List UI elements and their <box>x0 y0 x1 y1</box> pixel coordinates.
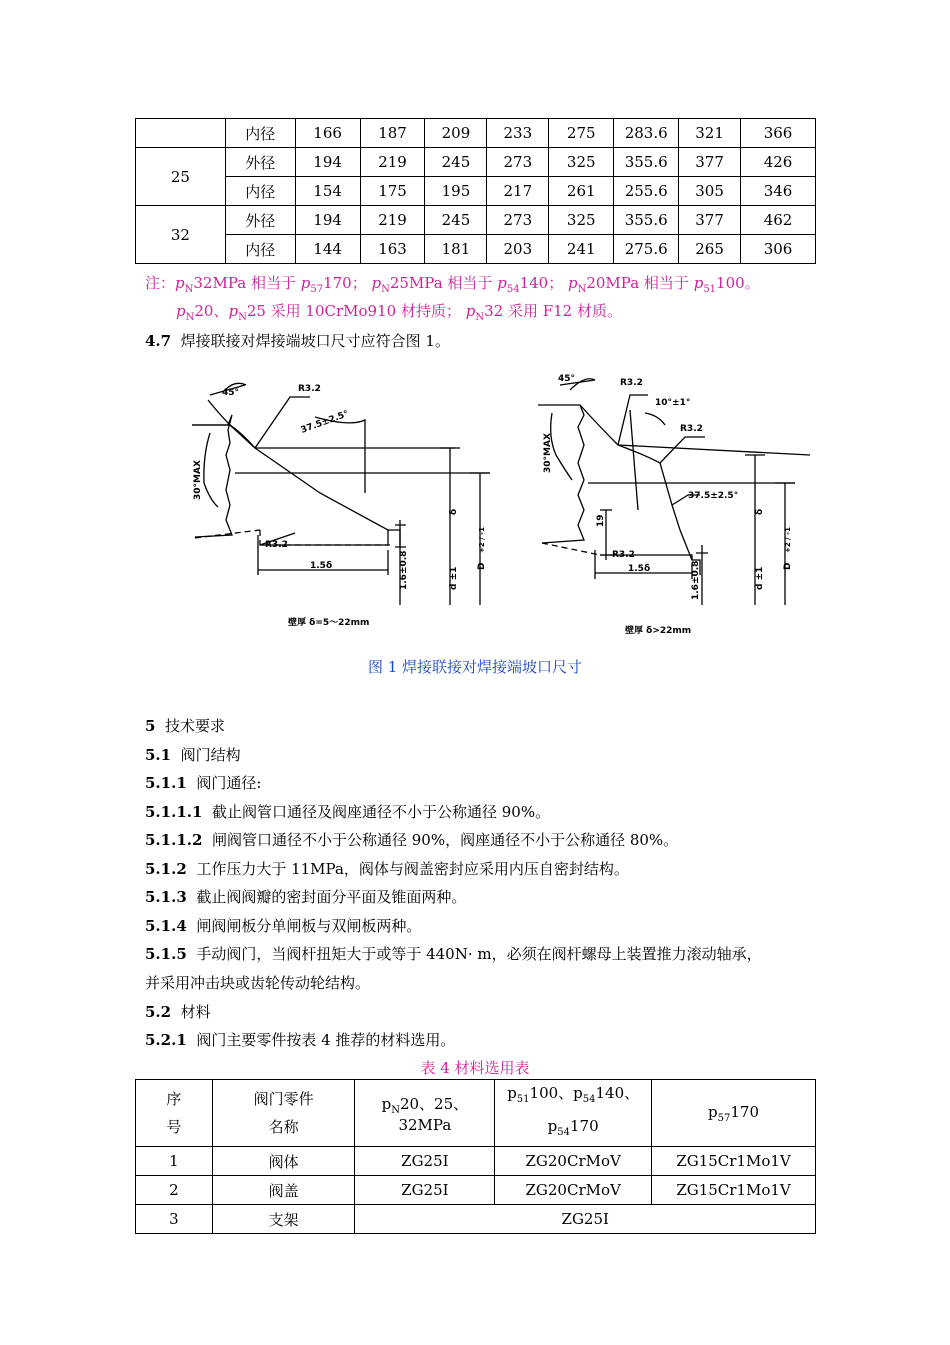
right-max-label: 30°MAX <box>543 433 553 473</box>
row-part: 阀盖 <box>212 1176 355 1205</box>
row-no: 3 <box>136 1205 213 1234</box>
section-number: 5.1 <box>145 746 172 764</box>
value-cell: 194 <box>295 206 360 235</box>
note-text: 32MPa 相当于 <box>193 274 301 292</box>
header-c1 <box>355 1080 495 1147</box>
value-cell: 245 <box>425 148 487 177</box>
p-symbol: p <box>693 274 704 292</box>
left-Dtol-label: +2 / -1 <box>478 527 486 553</box>
section-5-1-2 <box>145 858 629 879</box>
value-cell: 255.6 <box>614 177 679 206</box>
p-symbol: p <box>497 274 507 292</box>
header-text: 序 <box>166 1090 182 1108</box>
row-c2: ZG20CrMoV <box>495 1176 652 1205</box>
left-45-label: 45° <box>222 388 240 398</box>
value-cell: 245 <box>425 206 487 235</box>
note-text: 20MPa 相当于 <box>586 274 694 292</box>
value-cell: 377 <box>679 148 741 177</box>
figure-caption: 图 1 焊接联接对焊接端坡口尺寸 <box>367 658 583 676</box>
right-angle-label: 37.5±2.5° <box>688 491 739 501</box>
right-h-label: 1.6±0.8 <box>691 560 701 600</box>
p-sub: N <box>185 312 195 323</box>
left-thickness-dims <box>440 448 490 605</box>
table-row <box>136 206 816 235</box>
right-r32b-label: R3.2 <box>612 550 635 560</box>
section-5-1-1 <box>145 772 261 793</box>
right-d-label: d ±1 <box>755 566 765 590</box>
section-5-1-5 <box>145 943 762 964</box>
value-cell: 233 <box>487 119 549 148</box>
value-cell: 325 <box>549 148 614 177</box>
right-19-label: 19 <box>596 514 606 527</box>
header-c3 <box>652 1080 816 1147</box>
value-cell: 194 <box>295 148 360 177</box>
header-text: 100、p <box>529 1084 583 1102</box>
left-w-label: 1.5δ <box>310 561 333 571</box>
right-r32-label: R3.2 <box>620 378 643 388</box>
p-symbol: p <box>228 302 239 320</box>
left-r32b-label: R3.2 <box>265 540 288 550</box>
value-cell: 154 <box>295 177 360 206</box>
p-sub: N <box>391 1104 400 1116</box>
left-D-label: D <box>477 562 487 570</box>
section-5-1-1-1 <box>145 801 550 822</box>
header-text: 170 <box>730 1102 760 1121</box>
left-d-label: d ±1 <box>449 566 459 590</box>
section-number: 5.1.4 <box>145 917 187 935</box>
table-row <box>136 119 816 148</box>
right-w-label: 1.5δ <box>628 564 651 574</box>
value-cell: 166 <box>295 119 360 148</box>
row-c3: ZG15Cr1Mo1V <box>652 1176 816 1205</box>
note-prefix: 注： <box>145 274 176 292</box>
p-sub: 54 <box>506 284 520 295</box>
section-text: 截止阀阀瓣的密封面分平面及锥面两种。 <box>196 888 467 906</box>
row-no: 1 <box>136 1147 213 1176</box>
right-45-label: 45° <box>558 374 576 384</box>
p-sub: N <box>238 312 247 323</box>
left-angle-label: 37.5±2.5° <box>299 409 351 436</box>
section-text: 材料 <box>180 1003 211 1021</box>
value-cell: 203 <box>487 235 549 264</box>
row-c2: ZG20CrMoV <box>495 1147 652 1176</box>
section-number: 5.1.2 <box>145 860 187 878</box>
p-sub: 51 <box>516 1094 530 1105</box>
value-cell: 181 <box>425 235 487 264</box>
value-cell: 219 <box>360 206 425 235</box>
value-cell: 144 <box>295 235 360 264</box>
row-c1: ZG25Ⅰ <box>355 1147 495 1176</box>
table-header-row <box>136 1080 816 1147</box>
bevel-figure <box>140 355 820 650</box>
value-cell: 265 <box>679 235 741 264</box>
p-symbol: p <box>175 274 185 292</box>
p-symbol: p <box>507 1084 517 1102</box>
kind-cell: 外径 <box>225 148 295 177</box>
section-text: 阀门通径: <box>196 774 262 792</box>
value-cell: 462 <box>741 206 816 235</box>
pipe-diameter-table <box>135 118 816 264</box>
section-text: 阀门结构 <box>180 746 241 764</box>
section-number: 5.1.3 <box>145 888 187 906</box>
section-5-2 <box>145 1001 211 1022</box>
row-c3: ZG15Cr1Mo1V <box>652 1147 816 1176</box>
left-h-label: 1.6±0.8 <box>399 550 409 590</box>
value-cell: 283.6 <box>614 119 679 148</box>
value-cell: 273 <box>487 148 549 177</box>
right-10deg-label: 10°±1° <box>655 398 691 408</box>
right-radius-leader <box>618 395 648 445</box>
left-delta-label: δ <box>449 508 459 515</box>
p-sub: 57 <box>310 284 324 295</box>
value-cell: 241 <box>549 235 614 264</box>
p-symbol: p <box>381 1094 392 1113</box>
section-number: 5 <box>145 717 156 735</box>
p-symbol: p <box>176 302 186 320</box>
value-cell: 273 <box>487 206 549 235</box>
note-line-2 <box>176 300 622 323</box>
header-part <box>212 1080 355 1147</box>
note-text: 25 采用 10CrMo910 材持质； <box>246 302 461 320</box>
kind-cell: 内径 <box>225 235 295 264</box>
header-no <box>136 1080 213 1147</box>
section-text: 手动阀门，当阀杆扭矩大于或等于 440N· m，必须在阀杆螺母上装置推力滚动轴承， <box>196 945 762 963</box>
section-text: 截止阀管口通径及阀座通径不小于公称通径 90%。 <box>211 803 551 821</box>
right-10deg-lines <box>630 410 665 510</box>
row-no: 2 <box>136 1176 213 1205</box>
p-sub: 54 <box>582 1094 596 1105</box>
section-text: 闸阀闸板分单闸板与双闸板两种。 <box>196 917 422 935</box>
value-cell: 426 <box>741 148 816 177</box>
p-symbol: p <box>708 1102 718 1121</box>
note-text: 140； <box>519 274 564 292</box>
right-r3-leader <box>660 437 705 463</box>
table-row <box>136 1205 816 1234</box>
group-cell: 32 <box>136 206 226 264</box>
section-number: 5.1.1.2 <box>145 831 203 849</box>
right-wall-label: 壁厚 δ>22mm <box>625 626 692 636</box>
section-5 <box>145 715 225 736</box>
p-symbol: p <box>567 274 578 292</box>
left-r32-label: R3.2 <box>298 384 321 394</box>
left-wall-label: 壁厚 δ=5～22mm <box>288 618 370 628</box>
section-5-1 <box>145 744 241 765</box>
section-number: 5.1.5 <box>145 945 187 963</box>
kind-cell: 内径 <box>225 177 295 206</box>
right-Dtol-label: +2 / -1 <box>784 527 792 553</box>
value-cell: 346 <box>741 177 816 206</box>
section-text: 技术要求 <box>164 717 225 735</box>
right-D-label: D <box>783 562 793 570</box>
value-cell: 355.6 <box>614 206 679 235</box>
p-sub: 57 <box>717 1112 731 1124</box>
value-cell: 209 <box>425 119 487 148</box>
value-cell: 195 <box>425 177 487 206</box>
header-text: 20、25、32MPa <box>398 1094 469 1134</box>
section-text: 闸阀管口通径不小于公称通径 90%，阀座通径不小于公称通径 80%。 <box>211 831 679 849</box>
group-cell: 25 <box>136 148 226 206</box>
value-cell: 366 <box>741 119 816 148</box>
value-cell: 321 <box>679 119 741 148</box>
left-radius-leader <box>255 397 310 448</box>
value-cell: 306 <box>741 235 816 264</box>
section-5-1-3 <box>145 886 466 907</box>
value-cell: 163 <box>360 235 425 264</box>
material-table <box>135 1079 816 1234</box>
kind-cell: 外径 <box>225 206 295 235</box>
section-number: 5.2 <box>145 1003 172 1021</box>
value-cell: 377 <box>679 206 741 235</box>
p-symbol: p <box>300 274 311 292</box>
section-5-1-4 <box>145 915 421 936</box>
header-text: 阀门零件 <box>253 1090 314 1108</box>
row-merged: ZG25Ⅰ <box>355 1205 816 1234</box>
row-part: 阀体 <box>212 1147 355 1176</box>
p-sub: N <box>475 312 485 323</box>
left-max-label: 30°MAX <box>193 460 203 500</box>
group-cell <box>136 119 226 148</box>
p-sub: 51 <box>703 284 717 295</box>
section-number: 5.1.1 <box>145 774 187 792</box>
value-cell: 355.6 <box>614 148 679 177</box>
note-text: 32 采用 F12 材质。 <box>484 302 622 320</box>
p-sub: N <box>381 284 390 295</box>
section-text: 焊接联接对焊接端坡口尺寸应符合图 1。 <box>180 332 450 350</box>
right-land-line <box>618 445 810 455</box>
value-cell: 261 <box>549 177 614 206</box>
p-sub: N <box>184 284 194 295</box>
note-text: 170； <box>323 274 367 292</box>
section-4-7 <box>145 330 450 351</box>
section-5-2-1 <box>145 1029 455 1050</box>
section-number: 5.1.1.1 <box>145 803 203 821</box>
p-symbol: p <box>465 302 476 320</box>
value-cell: 275 <box>549 119 614 148</box>
section-5-1-1-2 <box>145 829 678 850</box>
p-symbol: p <box>547 1117 558 1135</box>
note-text: 100。 <box>716 274 760 292</box>
value-cell: 275.6 <box>614 235 679 264</box>
note-text: 20、 <box>194 302 229 320</box>
section-number: 5.2.1 <box>145 1031 187 1049</box>
right-pipe-break-edge <box>538 405 584 543</box>
note-line-1 <box>145 272 760 295</box>
value-cell: 219 <box>360 148 425 177</box>
table-row <box>136 1176 816 1205</box>
header-text: 名称 <box>268 1118 299 1136</box>
table-row <box>136 235 816 264</box>
table4-caption: 表 4 材料选用表 <box>420 1059 530 1077</box>
section-text: 阀门主要零件按表 4 推荐的材料选用。 <box>196 1031 456 1049</box>
table-row <box>136 148 816 177</box>
left-bevel-profile <box>230 425 388 530</box>
table-row <box>136 177 816 206</box>
row-part: 支架 <box>212 1205 355 1234</box>
right-delta-label: δ <box>755 508 765 515</box>
section-5-1-5-cont: 并采用冲击块或齿轮传动轮结构。 <box>145 974 371 992</box>
value-cell: 175 <box>360 177 425 206</box>
p-symbol: p <box>371 274 382 292</box>
value-cell: 325 <box>549 206 614 235</box>
note-text: 25MPa 相当于 <box>389 274 498 292</box>
value-cell: 305 <box>679 177 741 206</box>
kind-cell: 内径 <box>225 119 295 148</box>
section-number: 4.7 <box>145 332 172 350</box>
table-row <box>136 1147 816 1176</box>
header-c2 <box>495 1080 652 1147</box>
row-c1: ZG25Ⅰ <box>355 1176 495 1205</box>
p-sub: 54 <box>557 1127 571 1138</box>
header-text: 170 <box>570 1117 599 1135</box>
header-text: 号 <box>166 1118 182 1136</box>
right-r32c-label: R3.2 <box>680 424 703 434</box>
value-cell: 187 <box>360 119 425 148</box>
p-sub: N <box>577 284 587 295</box>
header-text: 140、 <box>595 1084 640 1102</box>
value-cell: 217 <box>487 177 549 206</box>
section-text: 工作压力大于 11MPa，阀体与阀盖密封应采用内压自密封结构。 <box>196 860 629 878</box>
